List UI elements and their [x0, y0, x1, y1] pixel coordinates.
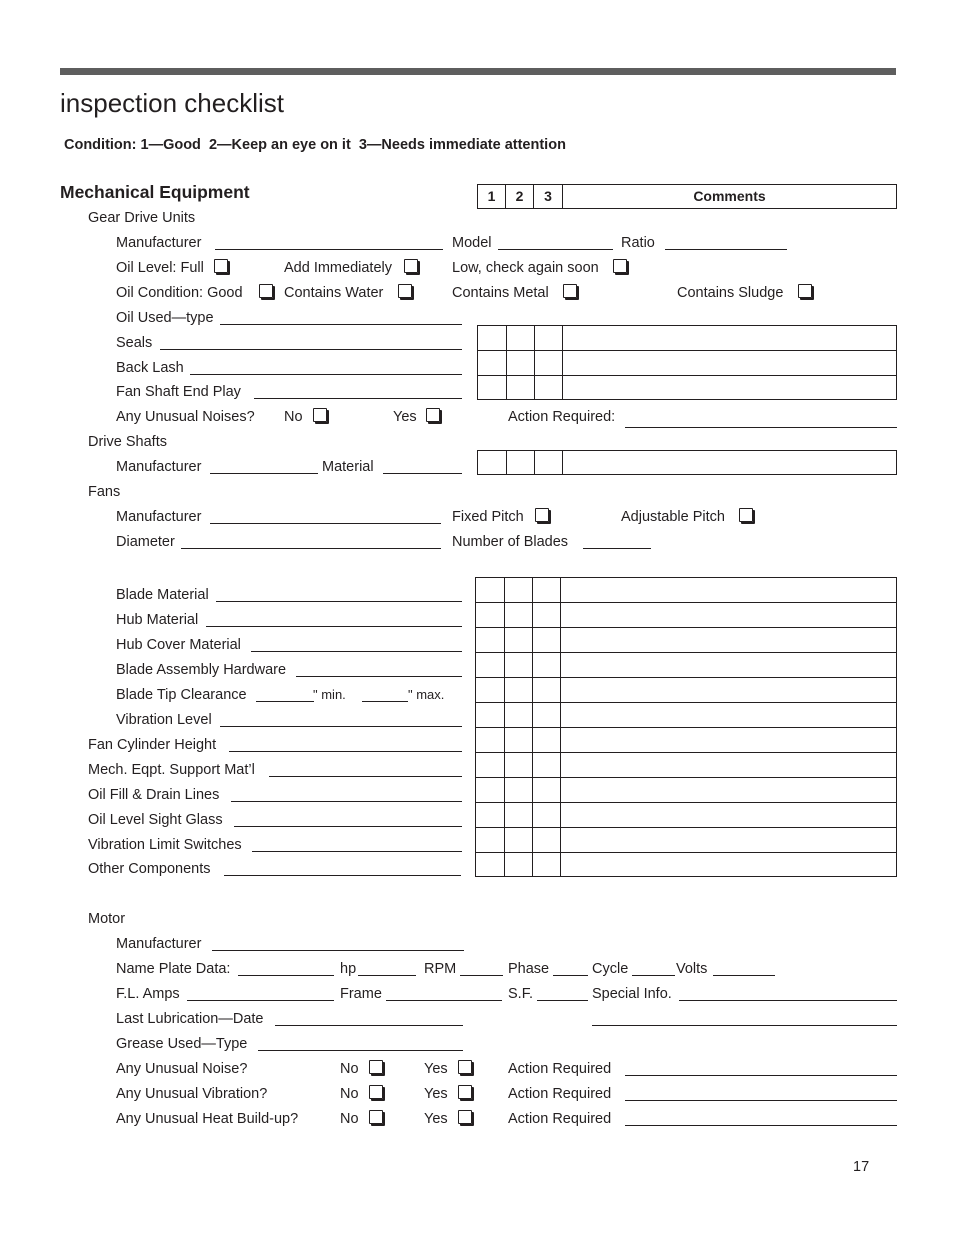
gear-manufacturer-field[interactable] [215, 249, 443, 250]
grid-row[interactable] [478, 326, 896, 351]
special-info-field[interactable] [679, 1000, 897, 1001]
heat-no-label: No [340, 1111, 359, 1127]
rpm-field[interactable] [460, 975, 503, 976]
noises-yes-label: Yes [393, 409, 417, 425]
grid-row[interactable] [476, 728, 896, 753]
vibration-yes-label: Yes [424, 1086, 448, 1102]
grid-row[interactable] [476, 578, 896, 603]
last-lubrication-field[interactable] [275, 1025, 463, 1026]
cycle-field[interactable] [632, 975, 675, 976]
noises-no-checkbox[interactable] [313, 408, 327, 422]
fans-heading: Fans [88, 484, 121, 500]
sight-glass-label: Oil Level Sight Glass [88, 812, 223, 828]
back-lash-field[interactable] [190, 374, 462, 375]
blade-tip-min-field[interactable] [256, 701, 314, 702]
noise-yes-label: Yes [424, 1061, 448, 1077]
top-rule [60, 68, 896, 75]
special-info-label: Special Info. [592, 986, 672, 1002]
grease-used-field[interactable] [258, 1050, 463, 1051]
number-of-blades-field[interactable] [583, 548, 651, 549]
phase-field[interactable] [553, 975, 588, 976]
rating-col-1: 1 [478, 185, 506, 208]
heat-yes-label: Yes [424, 1111, 448, 1127]
blade-assembly-label: Blade Assembly Hardware [116, 662, 287, 678]
gear-drive-heading: Gear Drive Units [88, 210, 196, 226]
noise-no-label: No [340, 1061, 359, 1077]
blade-assembly-field[interactable] [296, 676, 462, 677]
oil-level-full-label: Oil Level: Full [116, 260, 204, 276]
sight-glass-field[interactable] [234, 826, 462, 827]
diameter-field[interactable] [181, 548, 441, 549]
oil-used-field[interactable] [220, 324, 462, 325]
rating-col-3: 3 [534, 185, 563, 208]
low-check-checkbox[interactable] [613, 259, 627, 273]
gear-ratio-label: Ratio [621, 235, 655, 251]
noise-yes-checkbox[interactable] [458, 1060, 472, 1074]
name-plate-field[interactable] [238, 975, 334, 976]
grid-row[interactable] [476, 653, 896, 678]
vibration-action-field[interactable] [625, 1100, 897, 1101]
noises-yes-checkbox[interactable] [426, 408, 440, 422]
contains-sludge-label: Contains Sludge [677, 285, 784, 301]
heat-action-label: Action Required [508, 1111, 612, 1127]
grid-row[interactable] [476, 753, 896, 778]
seals-field[interactable] [160, 349, 462, 350]
oil-used-label: Oil Used—type [116, 310, 214, 326]
grease-used-label: Grease Used—Type [116, 1036, 248, 1052]
rpm-label: RPM [424, 961, 457, 977]
grid-row[interactable] [476, 603, 896, 628]
grid-row[interactable] [476, 778, 896, 803]
other-components-label: Other Components [88, 861, 211, 877]
sf-field[interactable] [537, 1000, 588, 1001]
shaft-material-field[interactable] [383, 473, 462, 474]
add-immediately-checkbox[interactable] [404, 259, 418, 273]
grid-row[interactable] [476, 628, 896, 653]
special-info-field-2[interactable] [592, 1025, 897, 1026]
contains-metal-label: Contains Metal [452, 285, 549, 301]
last-lubrication-label: Last Lubrication—Date [116, 1011, 264, 1027]
contains-water-checkbox[interactable] [398, 284, 412, 298]
fan-shaft-label: Fan Shaft End Play [116, 384, 241, 400]
fan-shaft-field[interactable] [254, 398, 462, 399]
frame-field[interactable] [386, 1000, 502, 1001]
fan-cylinder-field[interactable] [229, 751, 462, 752]
unusual-heat-label: Any Unusual Heat Build-up? [116, 1111, 299, 1127]
cycle-label: Cycle [592, 961, 629, 977]
unusual-vibration-label: Any Unusual Vibration? [116, 1086, 268, 1102]
support-matl-field[interactable] [269, 776, 462, 777]
gear-model-label: Model [452, 235, 492, 251]
action-required-field[interactable] [625, 427, 897, 428]
heat-action-field[interactable] [625, 1125, 897, 1126]
unusual-noise-label: Any Unusual Noise? [116, 1061, 248, 1077]
frame-label: Frame [340, 986, 382, 1002]
fl-amps-field[interactable] [187, 1000, 334, 1001]
blade-tip-max-field[interactable] [362, 701, 408, 702]
blade-tip-label: Blade Tip Clearance [116, 687, 247, 703]
name-plate-label: Name Plate Data: [116, 961, 231, 977]
rating-header [477, 184, 897, 209]
oil-level-full-checkbox[interactable] [214, 259, 228, 273]
noise-action-field[interactable] [625, 1075, 897, 1076]
gear-model-field[interactable] [498, 249, 613, 250]
vibration-switches-label: Vibration Limit Switches [88, 837, 242, 853]
gear-ratio-field[interactable] [665, 249, 787, 250]
add-immediately-label: Add Immediately [284, 260, 392, 276]
section-title: Mechanical Equipment [60, 182, 250, 202]
vibration-switches-field[interactable] [252, 851, 462, 852]
rating-grid-shaft [477, 450, 897, 475]
rating-grid-gear [477, 325, 897, 400]
motor-manufacturer-field[interactable] [212, 950, 464, 951]
blade-material-label: Blade Material [116, 587, 209, 603]
drive-shafts-heading: Drive Shafts [88, 434, 167, 450]
phase-label: Phase [508, 961, 550, 977]
rating-grid-fans [475, 577, 897, 877]
page-title: inspection checklist [60, 88, 284, 118]
comments-header: Comments [693, 188, 766, 204]
vibration-level-label: Vibration Level [116, 712, 212, 728]
fan-manufacturer-label: Manufacturer [116, 509, 202, 525]
fan-cylinder-label: Fan Cylinder Height [88, 737, 217, 753]
vibration-no-label: No [340, 1086, 359, 1102]
number-of-blades-label: Number of Blades [452, 534, 569, 550]
grid-row[interactable] [476, 703, 896, 728]
unusual-noises-label: Any Unusual Noises? [116, 409, 255, 425]
motor-heading: Motor [88, 911, 126, 927]
hp-field[interactable] [358, 975, 416, 976]
volts-field[interactable] [713, 975, 775, 976]
fixed-pitch-checkbox[interactable] [535, 508, 549, 522]
heat-no-checkbox[interactable] [369, 1110, 383, 1124]
gear-manufacturer-label: Manufacturer [116, 235, 202, 251]
adjustable-pitch-label: Adjustable Pitch [621, 509, 725, 525]
grid-row[interactable] [476, 803, 896, 828]
motor-manufacturer-label: Manufacturer [116, 936, 202, 952]
adjustable-pitch-checkbox[interactable] [739, 508, 753, 522]
low-check-label: Low, check again soon [452, 260, 599, 276]
sf-label: S.F. [508, 986, 533, 1002]
hp-label: hp [340, 961, 357, 977]
rating-col-2: 2 [506, 185, 534, 208]
other-components-field[interactable] [224, 875, 461, 876]
action-required-label: Action Required: [508, 409, 616, 425]
contains-sludge-checkbox[interactable] [798, 284, 812, 298]
oil-cond-good-label: Oil Condition: Good [116, 285, 243, 301]
fixed-pitch-label: Fixed Pitch [452, 509, 524, 525]
contains-metal-checkbox[interactable] [563, 284, 577, 298]
condition-legend: Condition: 1—Good 2—Keep an eye on it 3—Needs immediate attention [64, 137, 566, 153]
hub-cover-material-field[interactable] [251, 651, 462, 652]
noise-no-checkbox[interactable] [369, 1060, 383, 1074]
hub-material-label: Hub Material [116, 612, 199, 628]
vibration-yes-checkbox[interactable] [458, 1085, 472, 1099]
grid-row[interactable] [476, 828, 896, 853]
noise-action-label: Action Required [508, 1061, 612, 1077]
heat-yes-checkbox[interactable] [458, 1110, 472, 1124]
diameter-label: Diameter [116, 534, 175, 550]
page-number: 17 [853, 1159, 870, 1175]
blade-tip-min-label: " min. [313, 687, 346, 702]
back-lash-label: Back Lash [116, 360, 184, 376]
vibration-level-field[interactable] [220, 726, 462, 727]
shaft-manufacturer-label: Manufacturer [116, 459, 202, 475]
support-matl-label: Mech. Eqpt. Support Mat’l [88, 762, 255, 778]
fl-amps-label: F.L. Amps [116, 986, 180, 1002]
oil-fill-field[interactable] [231, 801, 462, 802]
volts-label: Volts [676, 961, 708, 977]
grid-row[interactable] [476, 678, 896, 703]
shaft-material-label: Material [322, 459, 374, 475]
hub-material-field[interactable] [206, 626, 462, 627]
seals-label: Seals [116, 335, 153, 351]
grid-row[interactable] [478, 351, 896, 376]
fan-manufacturer-field[interactable] [210, 523, 441, 524]
blade-material-field[interactable] [216, 601, 462, 602]
oil-cond-good-checkbox[interactable] [259, 284, 273, 298]
blade-tip-max-label: " max. [408, 687, 445, 702]
noises-no-label: No [284, 409, 303, 425]
hub-cover-material-label: Hub Cover Material [116, 637, 241, 653]
contains-water-label: Contains Water [284, 285, 384, 301]
vibration-action-label: Action Required [508, 1086, 612, 1102]
vibration-no-checkbox[interactable] [369, 1085, 383, 1099]
shaft-manufacturer-field[interactable] [210, 473, 318, 474]
oil-fill-label: Oil Fill & Drain Lines [88, 787, 220, 803]
